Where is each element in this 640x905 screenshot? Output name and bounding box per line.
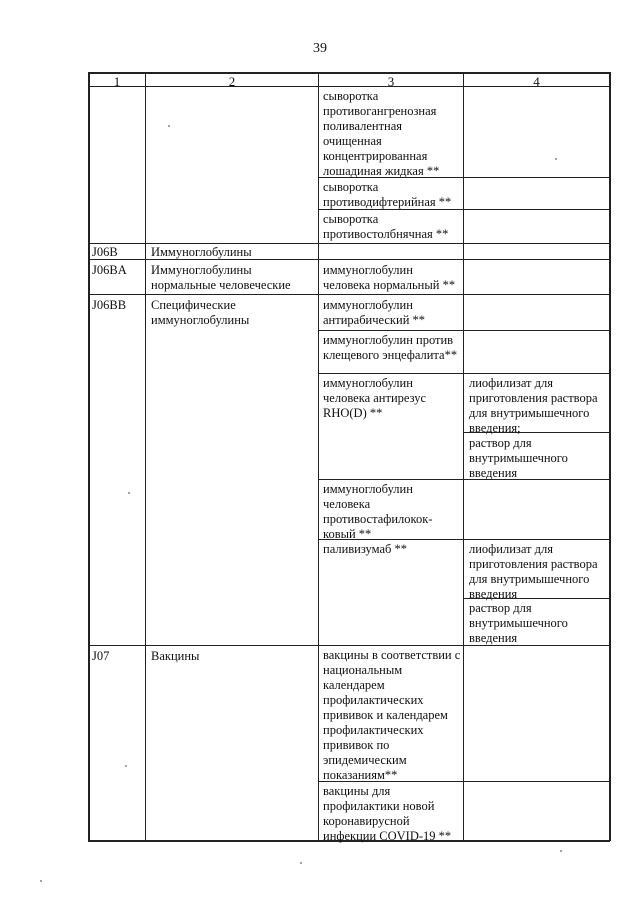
cell-product: паливизумаб ** xyxy=(323,542,407,556)
cell-dosage-form: лиофилизат для приготовления раствора для внутримышечного введения; xyxy=(469,376,598,435)
column-rule xyxy=(463,72,464,841)
cell-product: иммуноглобулин человека антирезус RHO(D) ** xyxy=(323,376,427,420)
row-rule xyxy=(318,373,610,374)
scan-speck xyxy=(300,862,302,864)
cell-product: иммуноглобулин против клещевого энцефалита** xyxy=(323,333,458,362)
scan-speck xyxy=(125,765,127,767)
cell-product: сыворотка противостолбнячная ** xyxy=(323,212,449,241)
cell-product: сыворотка противодифтерийная ** xyxy=(323,180,452,209)
table-border-left xyxy=(88,72,90,841)
scan-speck xyxy=(128,492,130,494)
scan-speck xyxy=(560,850,562,852)
cell-atc-code: J06B xyxy=(92,245,118,259)
scan-speck xyxy=(168,125,170,127)
scan-speck xyxy=(40,880,42,882)
header-col-2: 2 xyxy=(228,74,236,89)
cell-product: иммуноглобулин человека нормальный ** xyxy=(323,263,456,292)
cell-dosage-form: раствор для внутримышечного введения xyxy=(469,601,568,645)
column-rule xyxy=(318,72,319,841)
header-col-4: 4 xyxy=(533,74,540,89)
header-col-3: 3 xyxy=(387,74,395,89)
table-border-right xyxy=(609,72,611,841)
cell-dosage-form: лиофилизат для приготовления раствора для внутримышечного введения xyxy=(469,542,598,601)
row-rule xyxy=(318,330,610,331)
cell-group-name: Иммуноглобулины xyxy=(151,245,252,259)
cell-product: иммуноглобулин человека противостафилокок- ковый ** xyxy=(323,482,433,541)
cell-product: вакцины в соответствии с национальным календарем профилактических прививок и календарем профилактических прививок по эпидемическим показаниям** xyxy=(323,648,461,782)
column-rule xyxy=(145,72,146,841)
cell-product: иммуноглобулин антирабический ** xyxy=(323,298,426,327)
cell-product: сыворотка противогангренозная поливалентная очищенная концентрированная лошадиная жидкая ** xyxy=(323,89,440,178)
cell-product: вакцины для профилактики новой коронавирусной инфекции COVID-19 ** xyxy=(323,784,452,843)
cell-group-name: Специфические иммуноглобулины xyxy=(151,298,250,327)
cell-atc-code: J07 xyxy=(92,649,110,663)
page-number: 39 xyxy=(313,41,327,56)
scan-speck xyxy=(555,158,557,160)
cell-group-name: Иммуноглобулины нормальные человеческие xyxy=(151,263,291,292)
header-col-1: 1 xyxy=(113,74,121,89)
cell-atc-code: J06BB xyxy=(92,298,127,312)
cell-group-name: Вакцины xyxy=(151,649,200,663)
cell-atc-code: J06BA xyxy=(92,263,127,277)
row-rule xyxy=(88,243,610,244)
cell-dosage-form: раствор для внутримышечного введения xyxy=(469,436,568,480)
row-rule xyxy=(88,294,610,295)
